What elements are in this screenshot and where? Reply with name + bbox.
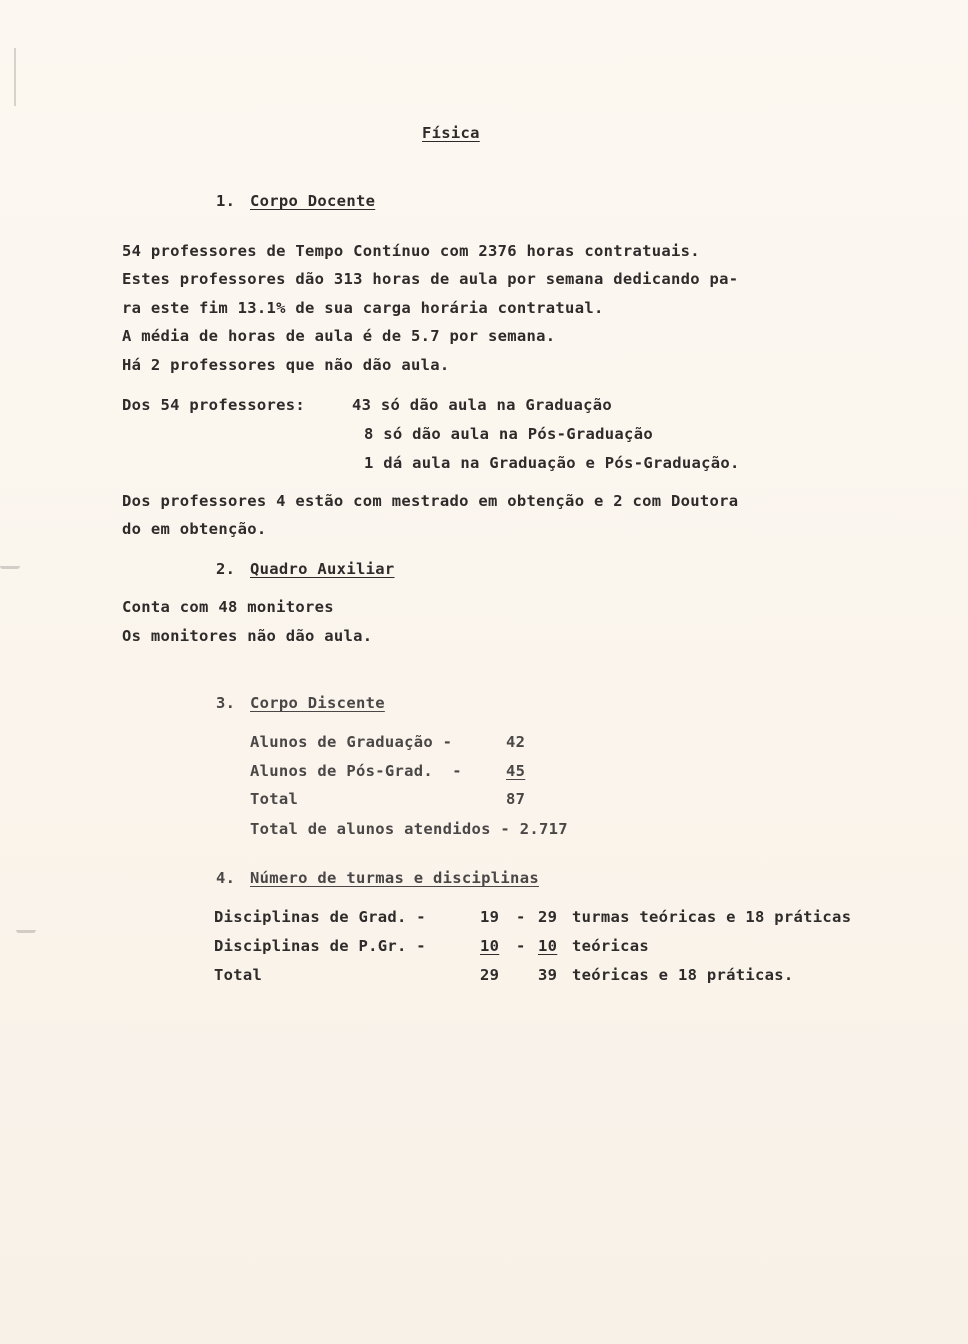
binding-mark-low xyxy=(16,930,36,933)
s4-row-2-b: 10 xyxy=(538,937,558,955)
s1-dos-item-1: 43 só dão aula na Graduação xyxy=(352,396,613,414)
s1-line-5: Há 2 professores que não dão aula. xyxy=(122,356,450,374)
s4-row-1-label: Disciplinas de Grad. - xyxy=(214,908,426,926)
s1-line-1: 54 professores de Tempo Contínuo com 2376 horas contratuais. xyxy=(122,242,700,260)
s3-atendidos: Total de alunos atendidos - 2.717 xyxy=(250,820,568,838)
s1-mestrado-line-2: do em obtenção. xyxy=(122,520,267,538)
s1-mestrado-line-1: Dos professores 4 estão com mestrado em obtenção e 2 com Doutora xyxy=(122,492,739,510)
section-4-heading: Número de turmas e disciplinas xyxy=(250,869,539,887)
s1-line-4: A média de horas de aula é de 5.7 por semana. xyxy=(122,327,556,345)
s4-row-2-desc: teóricas xyxy=(572,937,650,955)
s1-dos-item-3: 1 dá aula na Graduação e Pós-Graduação. xyxy=(364,454,740,472)
section-1-heading: Corpo Docente xyxy=(250,192,376,210)
s4-row-1-b: 29 xyxy=(538,908,558,926)
s4-row-2-label: Disciplinas de P.Gr. - xyxy=(214,937,426,955)
s1-line-2: Estes professores dão 313 horas de aula por semana dedicando pa- xyxy=(122,270,739,288)
s2-line-2: Os monitores não dão aula. xyxy=(122,627,373,645)
s4-row-1-sep: - xyxy=(516,908,526,926)
s1-dos-label: Dos 54 professores: xyxy=(122,396,306,414)
s4-row-3-a: 29 xyxy=(480,966,500,984)
s4-row-3-label: Total xyxy=(214,966,263,984)
s3-row-2-label: Alunos de Pós-Grad. - xyxy=(250,762,462,780)
s2-line-1: Conta com 48 monitores xyxy=(122,598,334,616)
s4-row-1-desc: turmas teóricas e 18 práticas xyxy=(572,908,852,926)
s3-row-2-value: 45 xyxy=(506,762,526,780)
s1-line-3: ra este fim 13.1% de sua carga horária contratual. xyxy=(122,299,604,317)
binding-mark-top xyxy=(14,48,16,106)
section-2-number: 2. xyxy=(216,560,236,578)
s4-row-1-a: 19 xyxy=(480,908,500,926)
binding-mark-mid xyxy=(0,566,20,569)
s3-row-3-label: Total xyxy=(250,790,299,808)
section-2-heading: Quadro Auxiliar xyxy=(250,560,395,578)
page-title: Física xyxy=(422,124,480,142)
s3-row-1-label: Alunos de Graduação - xyxy=(250,733,453,751)
s4-row-3-desc: teóricas e 18 práticas. xyxy=(572,966,794,984)
s4-row-2-sep: - xyxy=(516,937,526,955)
s3-row-1-value: 42 xyxy=(506,733,526,751)
s1-dos-item-2: 8 só dão aula na Pós-Graduação xyxy=(364,425,653,443)
section-3-heading: Corpo Discente xyxy=(250,694,385,712)
s3-row-3-value: 87 xyxy=(506,790,526,808)
section-3-number: 3. xyxy=(216,694,236,712)
s4-row-2-a: 10 xyxy=(480,937,500,955)
section-4-number: 4. xyxy=(216,869,236,887)
s4-row-3-b: 39 xyxy=(538,966,558,984)
section-1-number: 1. xyxy=(216,192,236,210)
